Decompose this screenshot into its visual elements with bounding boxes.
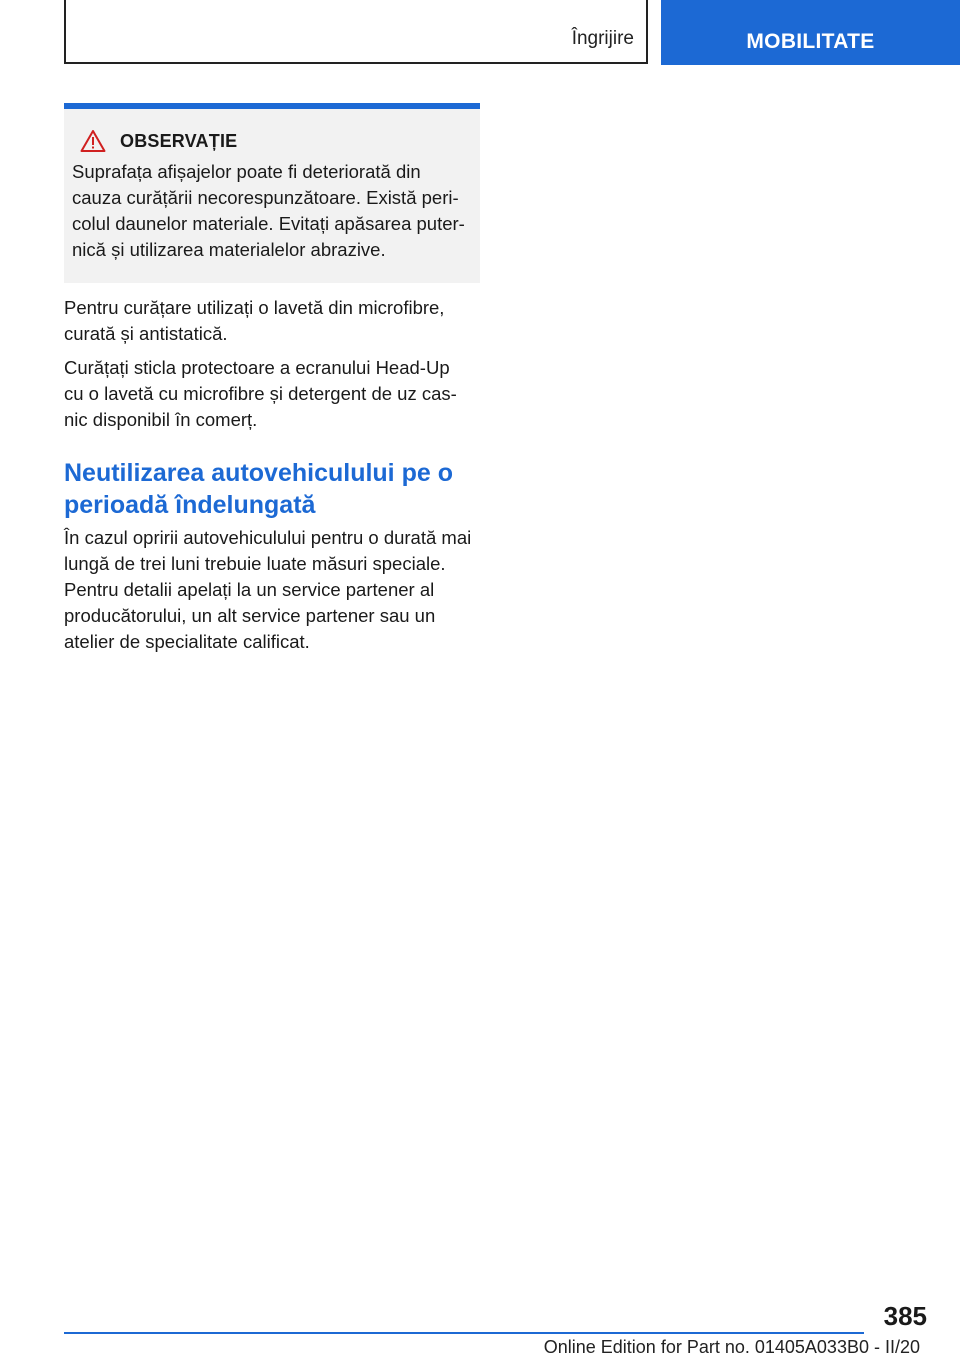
section-title: Îngrijire	[571, 28, 634, 49]
notice-text	[72, 159, 466, 263]
chapter-tab[interactable]: MOBILITATE	[661, 0, 960, 65]
notice-line: Suprafața afișajelor poate fi deteriorată din	[72, 161, 421, 182]
text-line: atelier de specialitate calificat.	[64, 631, 310, 652]
text-line: curată și antistatică.	[64, 323, 228, 344]
text-line: Curățați sticla protectoare a ecranului Head-Up	[64, 357, 450, 378]
text-line: Pentru curățare utilizați o lavetă din microfibre,	[64, 297, 445, 318]
notice-line: nică și utilizarea materialelor abrazive.	[72, 239, 386, 260]
main-content	[64, 103, 480, 655]
header-box	[64, 0, 648, 64]
page-number: 385	[883, 1301, 927, 1331]
notice-header	[80, 129, 466, 153]
text-line: nic disponibil în comerț.	[64, 409, 258, 430]
text-line: cu o lavetă cu microfibre și detergent de uz cas-	[64, 383, 457, 404]
notice-line: cauza curățării necorespunzătoare. Există peri-	[72, 187, 459, 208]
section-heading	[64, 457, 480, 521]
section-paragraph	[64, 525, 480, 655]
edition-footer: Online Edition for Part no. 01405A033B0 - II/20	[543, 1337, 920, 1357]
notice-box	[64, 103, 480, 283]
text-line: Pentru detalii apelați la un service partener al	[64, 579, 435, 600]
heading-line: perioadă îndelungată	[64, 491, 316, 519]
paragraph-head-up	[64, 355, 480, 433]
notice-line: colul daunelor materiale. Evitați apăsarea puter-	[72, 213, 465, 234]
text-line: În cazul opririi autovehiculului pentru o durată mai	[64, 527, 472, 548]
notice-title: OBSERVAȚIE	[120, 130, 238, 151]
paragraph-cleaning	[64, 295, 480, 347]
text-line: lungă de trei luni trebuie luate măsuri speciale.	[64, 553, 446, 574]
footer-divider	[64, 1332, 864, 1334]
warning-triangle-icon	[80, 129, 106, 153]
heading-line: Neutilizarea autovehiculului pe o	[64, 459, 453, 487]
text-line: producătorului, un alt service partener sau un	[64, 605, 436, 626]
